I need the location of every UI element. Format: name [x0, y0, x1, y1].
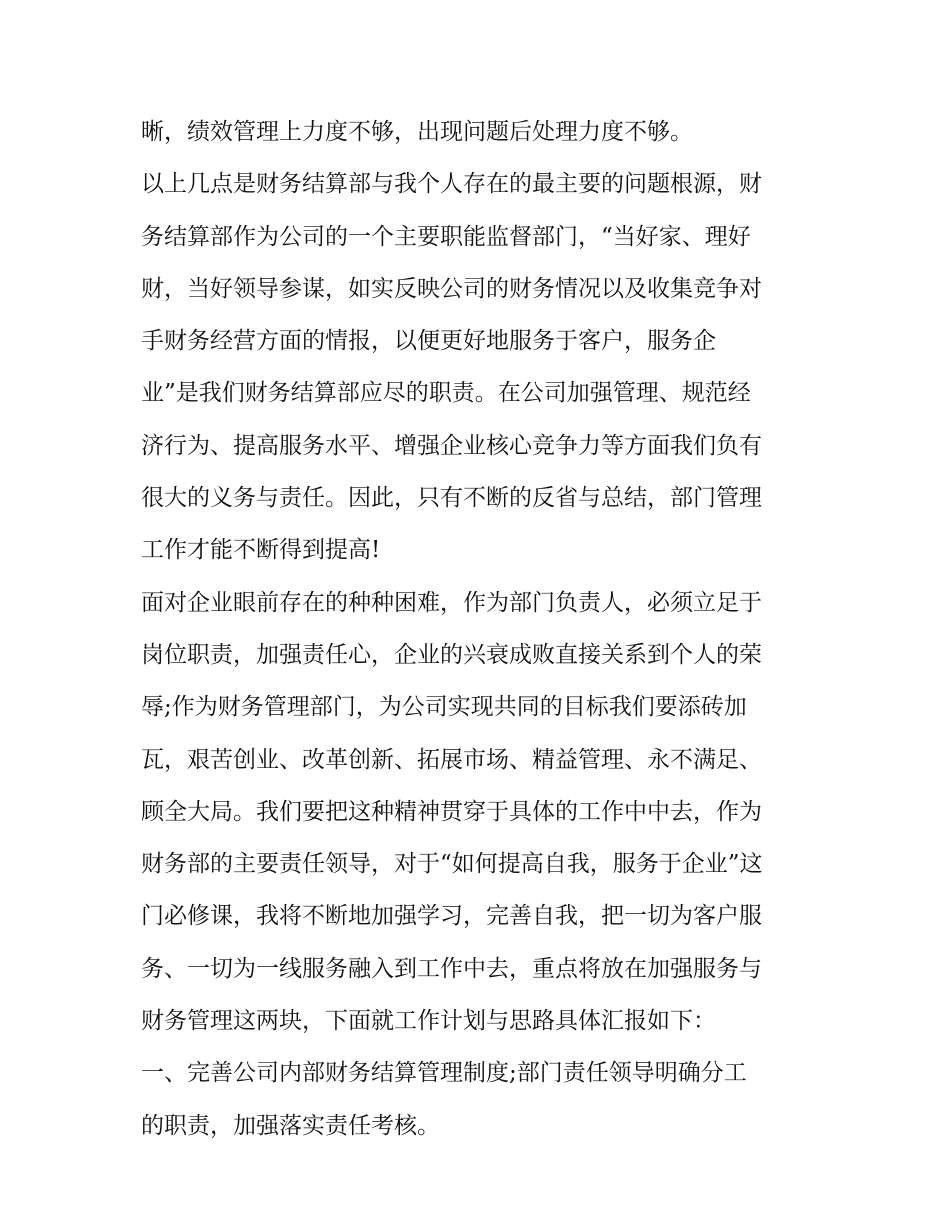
- text-line: 财，当好领导参谋，如实反映公司的财务情况以及收集竞争对: [141, 275, 762, 302]
- text-line: 务、一切为一线服务融入到工作中去，重点将放在加强服务与: [141, 955, 762, 982]
- text-line: 财务管理这两块，下面就工作计划与思路具体汇报如下：: [141, 1008, 716, 1035]
- text-line: 的职责，加强落实责任考核。: [141, 1112, 440, 1139]
- text-line: 辱;作为财务管理部门，为公司实现共同的目标我们要添砖加: [141, 694, 747, 721]
- text-line: 工作才能不断得到提高!: [141, 537, 381, 564]
- text-line: 岗位职责，加强责任心，企业的兴衰成败直接关系到个人的荣: [141, 641, 762, 668]
- text-line: 瓦，艰苦创业、改革创新、拓展市场、精益管理、永不满足、: [141, 746, 762, 773]
- text-line: 济行为、提高服务水平、增强企业核心竞争力等方面我们负有: [141, 432, 762, 459]
- text-line: 顾全大局。我们要把这种精神贯穿于具体的工作中中去，作为: [141, 798, 762, 825]
- text-line: 财务部的主要责任领导，对于“如何提高自我，服务于企业”这: [141, 851, 763, 878]
- text-line: 手财务经营方面的情报，以便更好地服务于客户，服务企: [141, 328, 716, 355]
- text-line: 晰，绩效管理上力度不够，出现问题后处理力度不够。: [141, 119, 693, 145]
- text-line: 很大的义务与责任。因此，只有不断的反省与总结，部门管理: [141, 485, 762, 512]
- text-line: 一、完善公司内部财务结算管理制度;部门责任领导明确分工: [141, 1060, 747, 1087]
- text-line: 以上几点是财务结算部与我个人存在的最主要的问题根源，财: [141, 171, 762, 198]
- text-line: 业”是我们财务结算部应尽的职责。在公司加强管理、规范经: [141, 380, 751, 407]
- document-body: [141, 106, 821, 1152]
- text-line: 务结算部作为公司的一个主要职能监督部门，“当好家、理好: [141, 223, 751, 250]
- text-line: 门必修课，我将不断地加强学习，完善自我，把一切为客户服: [141, 903, 762, 930]
- text-line: 面对企业眼前存在的种种困难，作为部门负责人，必须立足于: [141, 589, 762, 616]
